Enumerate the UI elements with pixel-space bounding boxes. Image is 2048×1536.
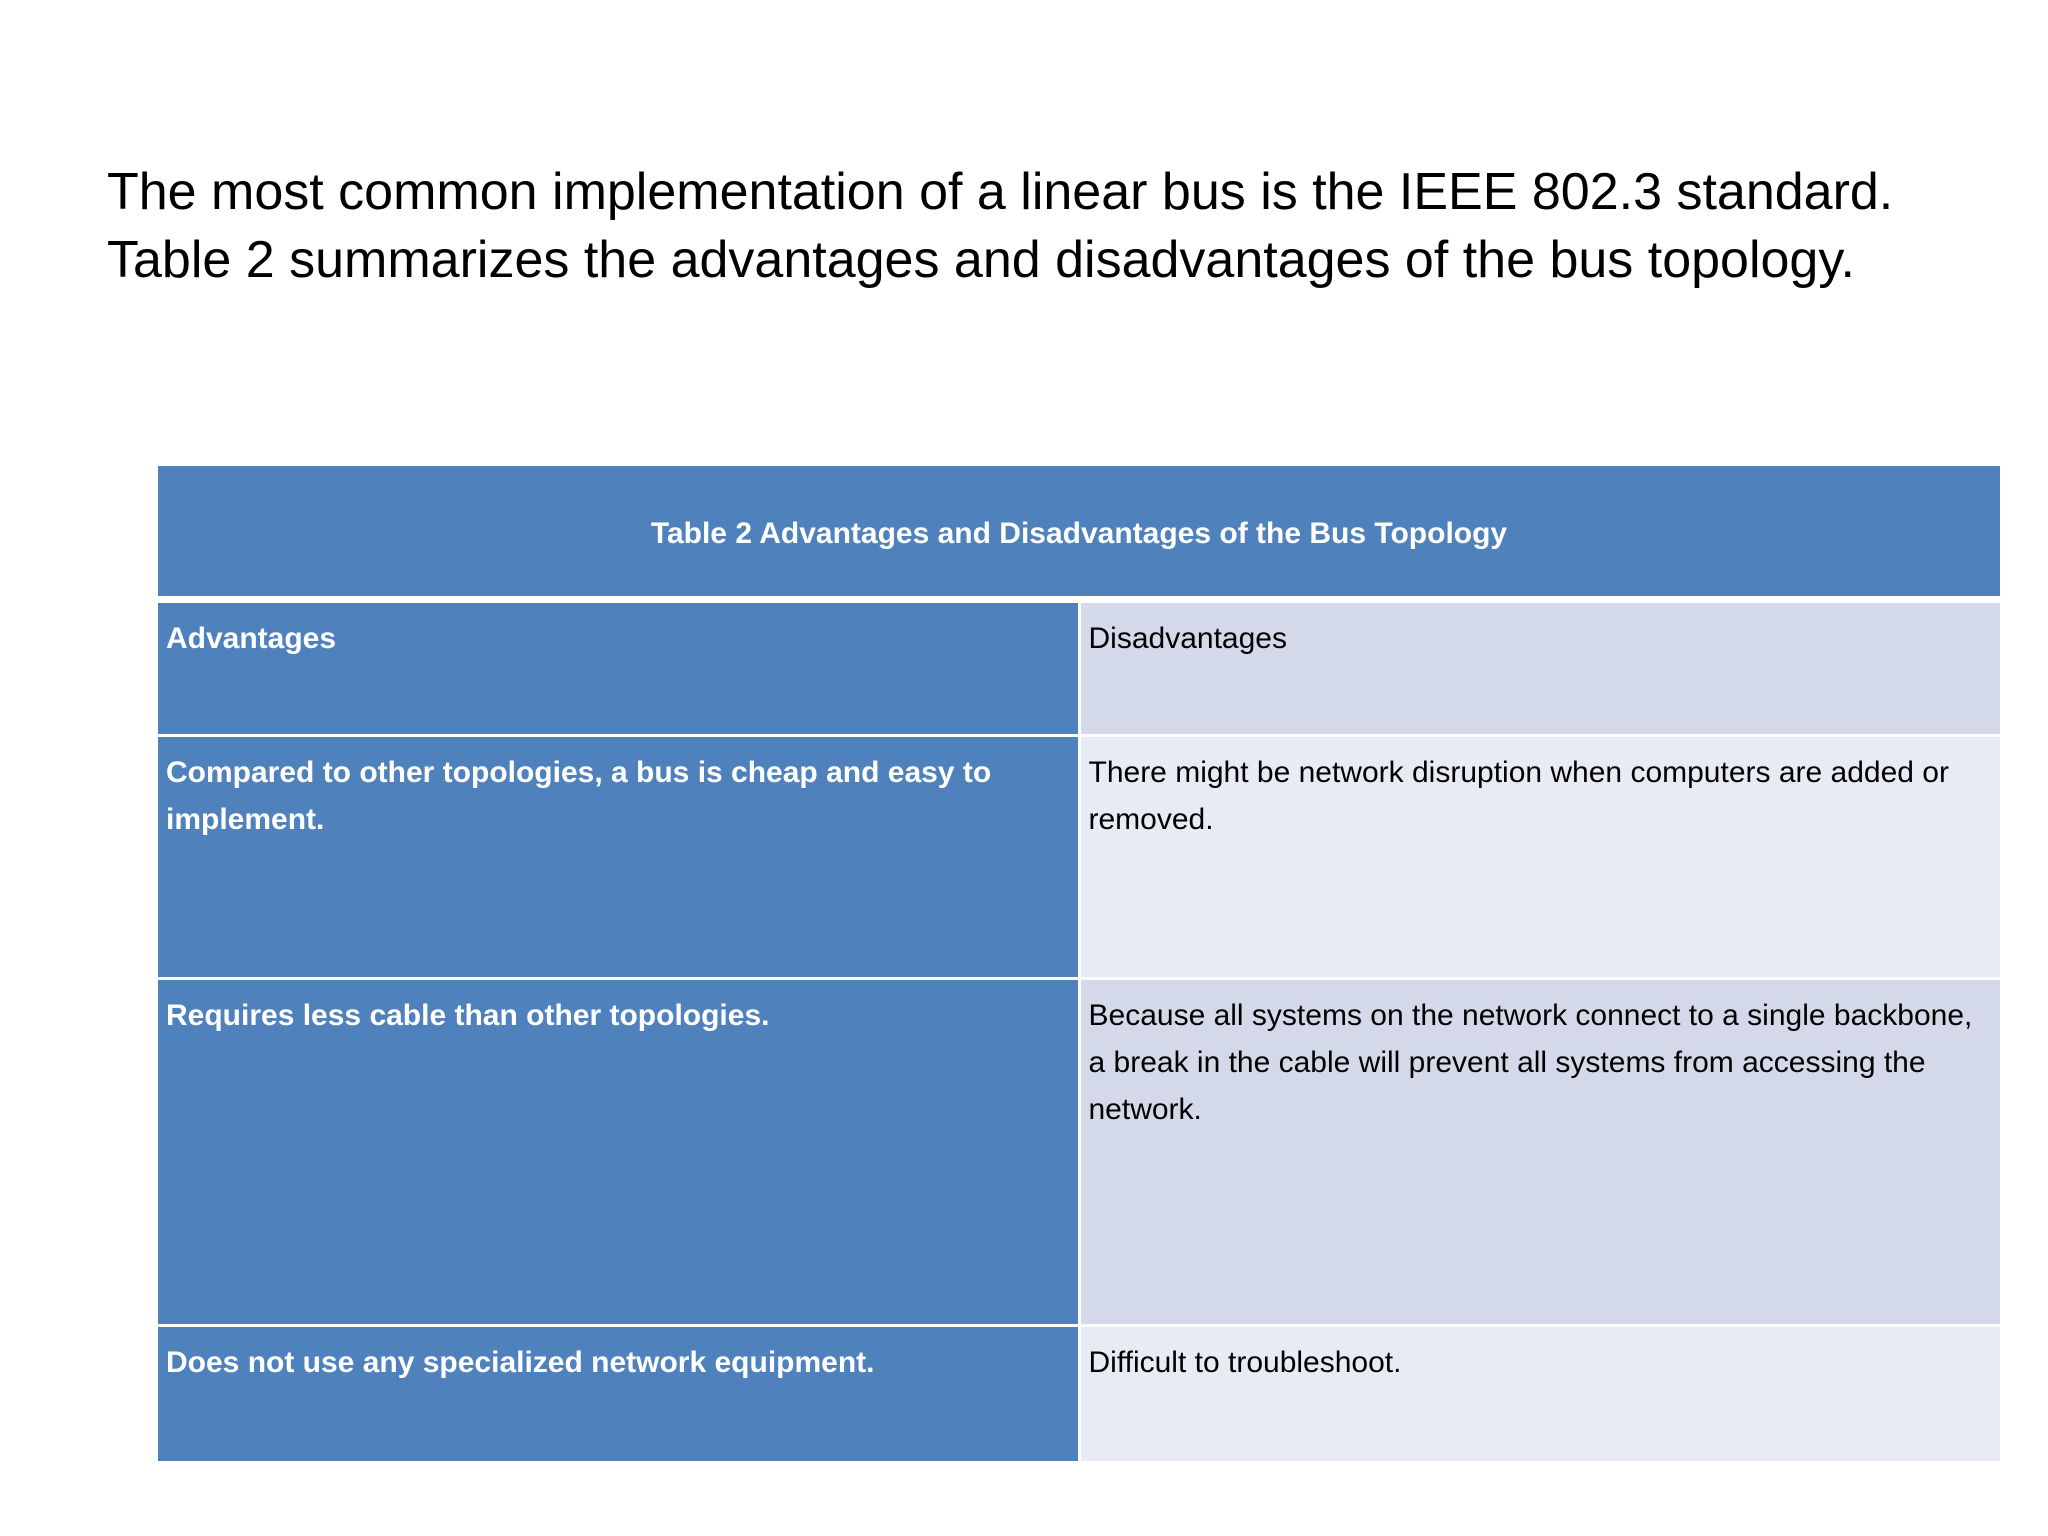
disadvantage-cell: Because all systems on the network connect to a single backbone, a break in the cable will prevent all systems from accessing the network. (1079, 979, 2002, 1326)
header-disadvantages: Disadvantages (1079, 600, 2002, 736)
intro-paragraph: The most common implementation of a linear bus is the IEEE 802.3 standard. Table 2 summarizes the advantages and disadvantages of the bus topology. (107, 163, 1894, 289)
disadvantage-cell: There might be network disruption when computers are added or removed. (1079, 736, 2002, 979)
header-advantages: Advantages (157, 600, 1080, 736)
summary-table (155, 463, 2003, 1464)
table-row (157, 1326, 2002, 1463)
advantage-cell: Compared to other topologies, a bus is cheap and easy to implement. (157, 736, 1080, 979)
table-row (157, 736, 2002, 979)
table-title-row (157, 465, 2002, 600)
table-row (157, 979, 2002, 1326)
table-header-row (157, 600, 2002, 736)
advantage-cell: Does not use any specialized network equipment. (157, 1326, 1080, 1463)
summary-table-container (155, 463, 2003, 1464)
disadvantage-cell: Difficult to troubleshoot. (1079, 1326, 2002, 1463)
table-title: Table 2 Advantages and Disadvantages of the Bus Topology (157, 465, 2002, 600)
advantage-cell: Requires less cable than other topologies. (157, 979, 1080, 1326)
